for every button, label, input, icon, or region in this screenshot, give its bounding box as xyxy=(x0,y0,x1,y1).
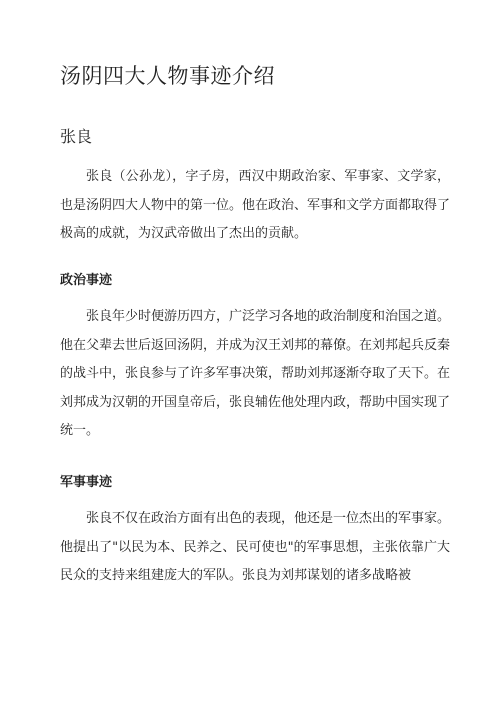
military-heading: 军事事迹 xyxy=(60,475,113,490)
political-paragraph: 张良年少时便游历四方，广泛学习各地的政治制度和治国之道。他在父辈去世后返回汤阴，并成为汉王刘邦的幕僚。在刘邦起兵反秦的战斗中，张良参与了许多军事决策，帮助刘邦逐渐夺取了天下。在刘邦成为汉朝的开国皇帝后，张良辅佐他处理内政，帮助中国实现了统一。 xyxy=(60,309,451,438)
intro-paragraph: 张良（公孙龙），字子房，西汉中期政治家、军事家、文学家，也是汤阴四大人物中的第一位。他在政治、军事和文学方面都取得了极高的成就，为汉武帝做出了杰出的贡献。 xyxy=(60,169,451,241)
military-paragraph: 张良不仅在政治方面有出色的表现，他还是一位杰出的军事家。他提出了"以民为本、民养之、民可使也"的军事思想，主张依靠广大民众的支持来组建庞大的军队。张良为刘邦谋划的诸多战略被 xyxy=(60,511,451,583)
political-heading: 政治事迹 xyxy=(60,273,113,288)
section-heading-zhangliang: 张良 xyxy=(60,127,93,146)
document-title: 汤阴四大人物事迹介绍 xyxy=(60,64,275,88)
